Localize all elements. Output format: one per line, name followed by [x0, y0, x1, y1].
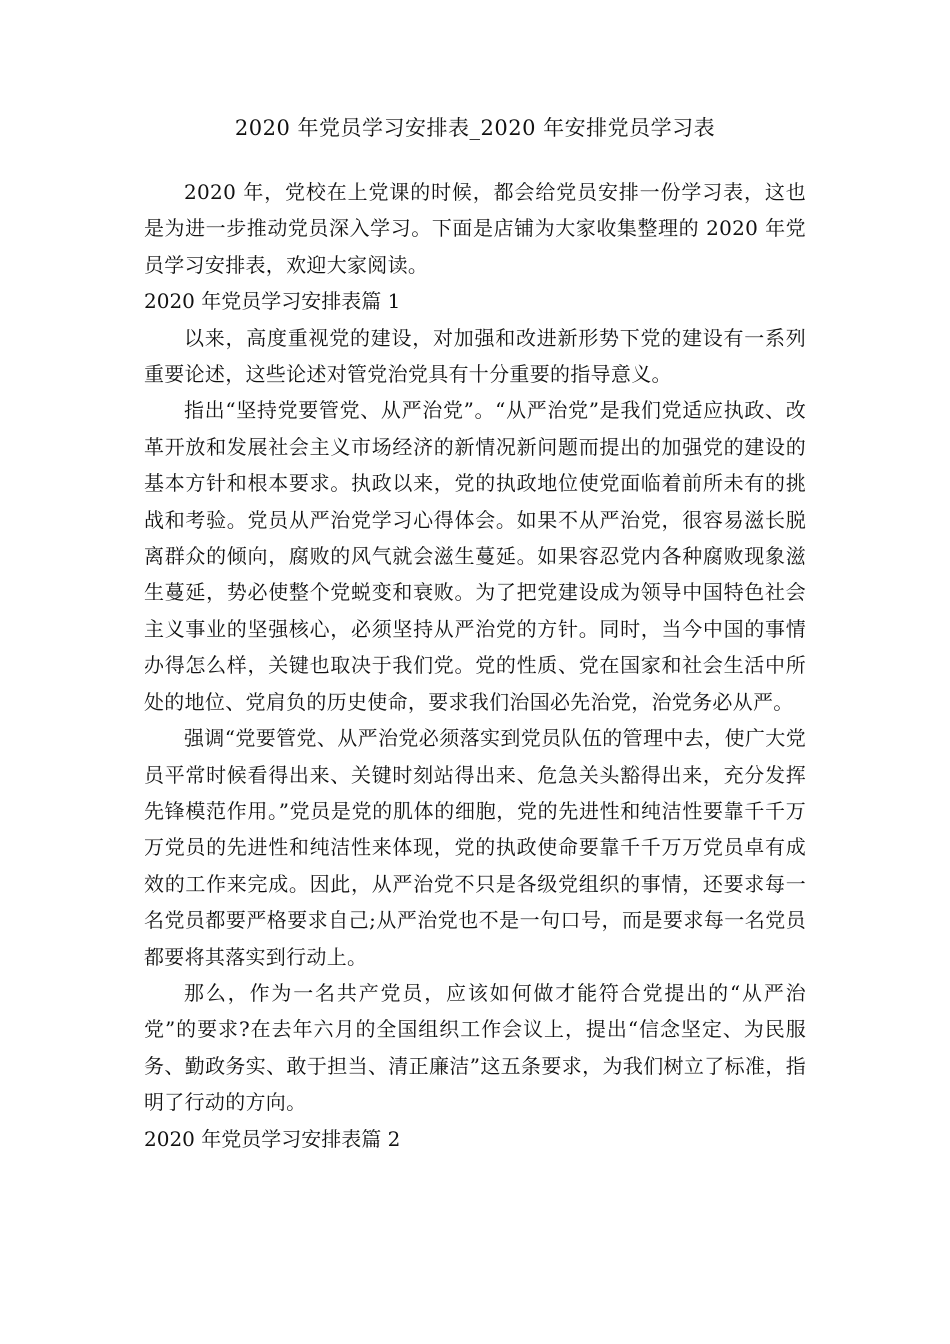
intro-paragraph: 2020 年，党校在上党课的时候，都会给党员安排一份学习表，这也是为进一步推动党员深入学习。下面是店铺为大家收集整理的 2020 年党员学习安排表，欢迎大家阅读。: [144, 180, 806, 277]
section-heading-1: 2020 年党员学习安排表篇 1: [144, 289, 401, 314]
document-body: [144, 174, 806, 1157]
body-paragraph: 指出“坚持党要管党、从严治党”。“从严治党”是我们党适应执政、改革开放和发展社会主义市场经济的新情况新问题而提出的加强党的建设的基本方针和根本要求。执政以来，党的执政地位使党面临着前所未有的挑战和考验。党员从严治党学习心得体会。如果不从严治党，很容易滋长脱离群众的倾向，腐败的风气就会滋生蔓延。如果容忍党内各种腐败现象滋生蔓延，势必使整个党蜕变和衰败。为了把党建设成为领导中国特色社会主义事业的坚强核心，必须坚持从严治党的方针。同时，当今中国的事情办得怎么样，关键也取决于我们党。党的性质、党在国家和社会生活中所处的地位、党肩负的历史使命，要求我们治国必先治党，治党务必从严。: [144, 398, 806, 714]
document-title: 2020 年党员学习安排表_2020 年安排党员学习表: [234, 116, 716, 140]
body-paragraph: 那么，作为一名共产党员，应该如何做才能符合党提出的“从严治党”的要求?在去年六月的全国组织工作会议上，提出“信念坚定、为民服务、勤政务实、敢于担当、清正廉洁”这五条要求，为我们树立了标准，指明了行动的方向。: [144, 980, 806, 1115]
body-paragraph: 以来，高度重视党的建设，对加强和改进新形势下党的建设有一系列重要论述，这些论述对管党治党具有十分重要的指导意义。: [144, 325, 806, 387]
section-heading-2: 2020 年党员学习安排表篇 2: [144, 1126, 401, 1151]
body-paragraph: 强调“党要管党、从严治党必须落实到党员队伍的管理中去，使广大党员平常时候看得出来、关键时刻站得出来、危急关头豁得出来，充分发挥先锋模范作用。”党员是党的肌体的细胞，党的先进性和纯洁性要靠千千万万党员的先进性和纯洁性来体现，党的执政使命要靠千千万万党员卓有成效的工作来完成。因此，从严治党不只是各级党组织的事情，还要求每一名党员都要严格要求自己;从严治党也不是一句口号，而是要求每一名党员都要将其落实到行动上。: [144, 726, 806, 969]
